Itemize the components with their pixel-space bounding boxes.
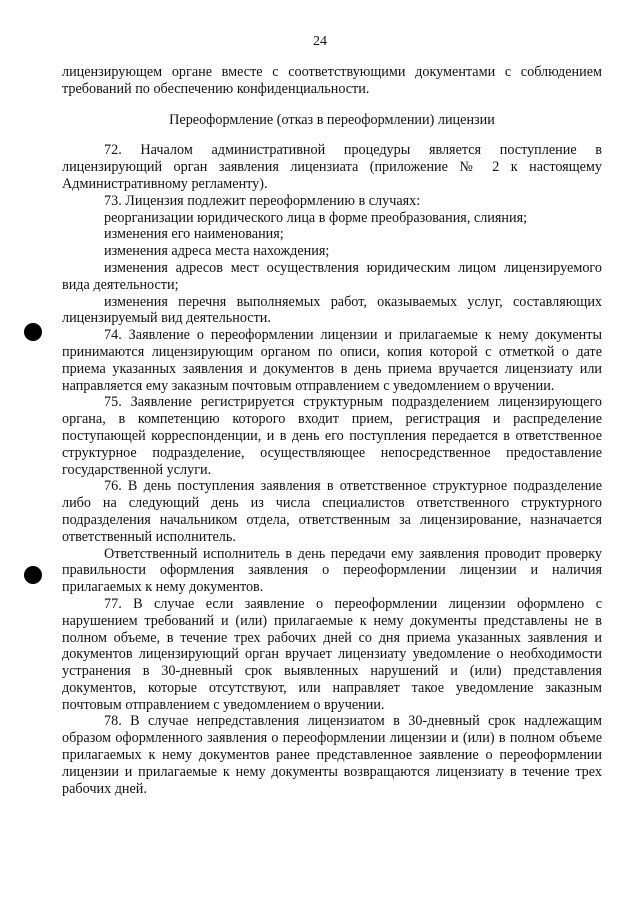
list-item: изменения адреса места нахождения; (104, 243, 330, 260)
paragraph-72: 72. Началом административной процедуры является поступление в лицензирующий орган заявления лицензиата (приложение № 2 к настоящему Административному регламенту). (62, 142, 602, 192)
paragraph-77: 77. В случае если заявление о переоформлении лицензии оформлено с нарушением требований и (или) прилагаемые к нему документы представлены не в полном объеме, в течение трех рабочих дней со дня приема указанных заявления и документов лицензирующий орган вручает лицензиату уведомление о необходимости устранения в 30-дневный срок выявленных нарушений и (или) представления документов, которые отсутствуют, или направляет такое уведомление заказным почтовым отправлением с уведомлением о вручении. (62, 595, 602, 713)
document-body (62, 64, 602, 797)
paragraph-76: 76. В день поступления заявления в ответственное структурное подразделение либо на следующий день из числа специалистов ответственного структурного подразделения начальником отдела, ответственным за лицензирование, назначается ответственный исполнитель. (62, 478, 602, 545)
punch-hole-mark (24, 323, 42, 341)
list-item: реорганизации юридического лица в форме преобразования, слияния; (104, 209, 528, 226)
paragraph-76-continued: Ответственный исполнитель в день передачи ему заявления проводит проверку правильности оформления заявления о переоформлении лицензии и наличия прилагаемых к нему документов. (62, 545, 602, 596)
page-number: 24 (313, 34, 327, 49)
punch-hole-mark (24, 566, 42, 584)
paragraph-74: 74. Заявление о переоформлении лицензии и прилагаемые к нему документы принимаются лицензирующим органом по описи, копия которой с отметкой о дате приема указанных заявления и документов в день приема вручается лицензиату или направляется ему заказным почтовым отправлением с уведомлением о вручении. (62, 327, 602, 394)
list-item: изменения перечня выполняемых работ, оказываемых услуг, составляющих лицензируемый вид деятельности. (62, 293, 602, 327)
section-heading: Переоформление (отказ в переоформлении) лицензии (169, 111, 495, 128)
paragraph-78: 78. В случае непредставления лицензиатом в 30-дневный срок надлежащим образом оформленного заявления о переоформлении лицензии и (или) в полном объеме прилагаемых к нему документов ранее представленное заявление о переоформлении лицензии и прилагаемые к нему документы возвращаются лицензиату в течение трех рабочих дней. (62, 713, 602, 797)
list-item: изменения адресов мест осуществления юридическим лицом лицензируемого вида деятельности; (62, 259, 602, 293)
paragraph-75: 75. Заявление регистрируется структурным подразделением лицензирующего органа, в компетенцию которого входит прием, регистрация и распределение поступающей корреспонденции, и в день его поступления передается в ответственное структурное подразделение, осуществляющее непосредственное предоставление государственной услуги. (62, 394, 602, 478)
continuation-paragraph: лицензирующем органе вместе с соответствующими документами с соблюдением требований по обеспечению конфиденциальности. (62, 64, 602, 97)
list-item: изменения его наименования; (104, 226, 284, 243)
paragraph-73: 73. Лицензия подлежит переоформлению в случаях: (104, 192, 421, 209)
